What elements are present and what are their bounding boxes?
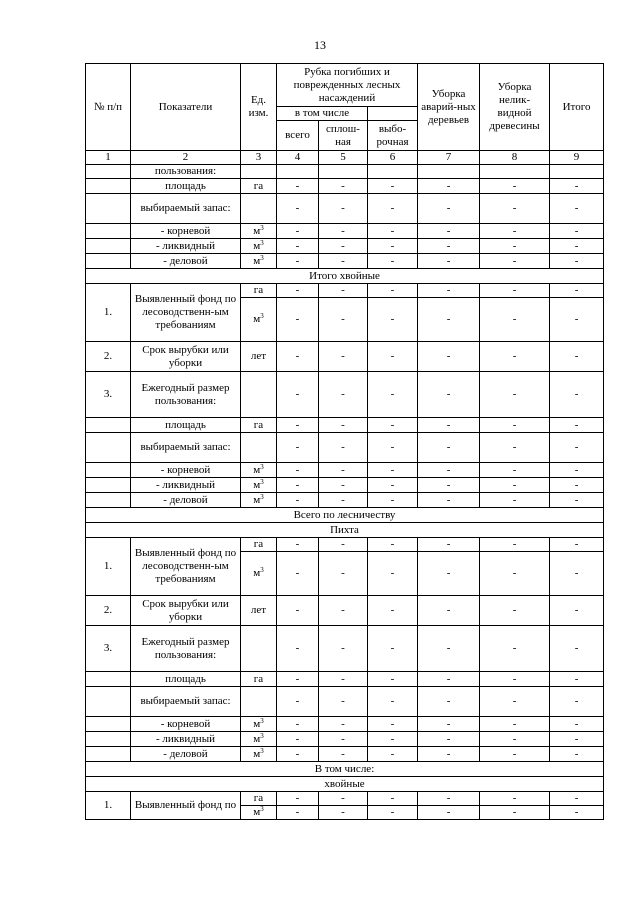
unit-cell: $м^3$ (241, 254, 277, 269)
value-cell: - (277, 717, 319, 732)
row-num (86, 672, 131, 687)
value-cell: - (550, 372, 604, 418)
row-label: - ликвидный (131, 478, 241, 493)
value-cell: - (319, 254, 368, 269)
value-cell: - (368, 418, 418, 433)
row-label: - ликвидный (131, 732, 241, 747)
unit-cell: га (241, 792, 277, 806)
value-cell: - (277, 433, 319, 463)
value-cell: - (319, 463, 368, 478)
row-num (86, 165, 131, 179)
value-cell: - (480, 806, 550, 820)
value-cell: - (418, 463, 480, 478)
value-cell: - (480, 224, 550, 239)
row-label: - корневой (131, 224, 241, 239)
unit-cell (241, 165, 277, 179)
value-cell: - (319, 552, 368, 596)
header-total: всего (277, 121, 319, 151)
unit-cell (241, 687, 277, 717)
value-cell: - (480, 792, 550, 806)
value-cell (277, 165, 319, 179)
value-cell: - (480, 747, 550, 762)
unit-cell: $м^3$ (241, 493, 277, 508)
value-cell: - (550, 732, 604, 747)
header-cutting: Рубка погибших и поврежденных лесных насаждений (277, 64, 418, 107)
row-label: Ежегодный размер пользования: (131, 372, 241, 418)
unit-cell: $м^3$ (241, 552, 277, 596)
value-cell: - (277, 792, 319, 806)
row-label: - корневой (131, 717, 241, 732)
value-cell: - (368, 254, 418, 269)
table-row (86, 596, 604, 626)
table-row (86, 194, 604, 224)
value-cell: - (418, 372, 480, 418)
value-cell: - (319, 672, 368, 687)
value-cell: - (368, 538, 418, 552)
row-num (86, 239, 131, 254)
value-cell: - (277, 672, 319, 687)
value-cell: - (319, 433, 368, 463)
value-cell: - (550, 538, 604, 552)
value-cell: - (480, 463, 550, 478)
unit-cell: га (241, 672, 277, 687)
value-cell: - (480, 298, 550, 342)
col-num: 8 (480, 151, 550, 165)
row-label: Срок вырубки или уборки (131, 596, 241, 626)
table-row (86, 433, 604, 463)
value-cell: - (550, 224, 604, 239)
value-cell: - (368, 284, 418, 298)
value-cell: - (480, 342, 550, 372)
value-cell: - (277, 418, 319, 433)
row-num (86, 463, 131, 478)
row-num (86, 418, 131, 433)
value-cell (368, 165, 418, 179)
value-cell: - (319, 493, 368, 508)
value-cell: - (480, 493, 550, 508)
table-row (86, 239, 604, 254)
section-title: Всего по лесничеству (86, 508, 604, 523)
row-num (86, 717, 131, 732)
value-cell: - (550, 792, 604, 806)
row-num: 3. (86, 626, 131, 672)
unit-cell: $м^3$ (241, 717, 277, 732)
table-row (86, 792, 604, 806)
table-row (86, 224, 604, 239)
value-cell: - (277, 194, 319, 224)
value-cell: - (277, 463, 319, 478)
value-cell: - (319, 732, 368, 747)
value-cell: - (368, 239, 418, 254)
table-row (86, 538, 604, 552)
row-label: Ежегодный размер пользования: (131, 626, 241, 672)
value-cell: - (480, 418, 550, 433)
value-cell: - (550, 239, 604, 254)
col-num: 2 (131, 151, 241, 165)
value-cell: - (418, 284, 480, 298)
row-label: выбираемый запас: (131, 687, 241, 717)
value-cell: - (418, 179, 480, 194)
unit-cell: га (241, 284, 277, 298)
value-cell: - (418, 687, 480, 717)
value-cell: - (368, 478, 418, 493)
section-row (86, 269, 604, 284)
table-row (86, 493, 604, 508)
table-row (86, 717, 604, 732)
value-cell: - (550, 433, 604, 463)
value-cell: - (277, 732, 319, 747)
value-cell: - (319, 342, 368, 372)
row-num (86, 224, 131, 239)
value-cell: - (277, 687, 319, 717)
section-row (86, 762, 604, 777)
value-cell: - (550, 493, 604, 508)
section-row (86, 508, 604, 523)
value-cell: - (319, 194, 368, 224)
row-label: - деловой (131, 747, 241, 762)
row-num: 3. (86, 372, 131, 418)
row-num (86, 747, 131, 762)
value-cell: - (418, 239, 480, 254)
value-cell: - (550, 194, 604, 224)
value-cell: - (368, 626, 418, 672)
col-num: 1 (86, 151, 131, 165)
row-num: 2. (86, 596, 131, 626)
table-row (86, 672, 604, 687)
row-num: 1. (86, 538, 131, 596)
value-cell: - (480, 626, 550, 672)
value-cell: - (418, 478, 480, 493)
value-cell: - (418, 418, 480, 433)
value-cell: - (368, 433, 418, 463)
header-row (86, 64, 604, 107)
table-row (86, 478, 604, 493)
value-cell: - (277, 342, 319, 372)
section-title: Итого хвойные (86, 269, 604, 284)
value-cell: - (550, 342, 604, 372)
unit-cell: $м^3$ (241, 732, 277, 747)
unit-cell (241, 433, 277, 463)
value-cell: - (277, 478, 319, 493)
value-cell: - (418, 433, 480, 463)
value-cell: - (480, 239, 550, 254)
value-cell: - (418, 732, 480, 747)
value-cell: - (319, 372, 368, 418)
table-row (86, 732, 604, 747)
value-cell: - (550, 298, 604, 342)
row-label: Выявленный фонд по (131, 792, 241, 820)
value-cell: - (319, 717, 368, 732)
value-cell: - (277, 179, 319, 194)
row-num (86, 433, 131, 463)
value-cell: - (368, 732, 418, 747)
value-cell: - (277, 493, 319, 508)
row-label: Срок вырубки или уборки (131, 342, 241, 372)
column-numbers-row (86, 151, 604, 165)
unit-cell: га (241, 179, 277, 194)
value-cell: - (480, 433, 550, 463)
value-cell: - (277, 747, 319, 762)
unit-cell: $м^3$ (241, 463, 277, 478)
row-num (86, 493, 131, 508)
row-label: Выявленный фонд по лесоводственн-ым требованиям (131, 538, 241, 596)
row-num (86, 194, 131, 224)
value-cell: - (480, 717, 550, 732)
value-cell: - (368, 596, 418, 626)
value-cell: - (277, 552, 319, 596)
row-label: пользования: (131, 165, 241, 179)
value-cell: - (480, 254, 550, 269)
table-row (86, 747, 604, 762)
value-cell: - (418, 552, 480, 596)
row-num: 1. (86, 284, 131, 342)
header-incl: в том числе (277, 107, 368, 121)
value-cell: - (480, 284, 550, 298)
col-num: 3 (241, 151, 277, 165)
value-cell: - (368, 552, 418, 596)
section-row (86, 777, 604, 792)
value-cell: - (319, 596, 368, 626)
unit-cell: $м^3$ (241, 478, 277, 493)
row-num (86, 687, 131, 717)
table-row (86, 687, 604, 717)
value-cell: - (368, 672, 418, 687)
row-label: - ликвидный (131, 239, 241, 254)
value-cell: - (319, 806, 368, 820)
row-label: площадь (131, 179, 241, 194)
value-cell: - (480, 478, 550, 493)
value-cell: - (480, 596, 550, 626)
value-cell: - (319, 284, 368, 298)
value-cell: - (319, 298, 368, 342)
section-title: хвойные (86, 777, 604, 792)
value-cell: - (418, 792, 480, 806)
value-cell: - (277, 254, 319, 269)
unit-cell: лет (241, 596, 277, 626)
row-num (86, 732, 131, 747)
value-cell: - (418, 493, 480, 508)
header-nonliquid: Уборка нелик-видной древесины (480, 64, 550, 151)
unit-cell: га (241, 538, 277, 552)
value-cell: - (550, 596, 604, 626)
value-cell: - (550, 254, 604, 269)
table-row (86, 179, 604, 194)
value-cell (480, 165, 550, 179)
row-label: площадь (131, 418, 241, 433)
col-num: 4 (277, 151, 319, 165)
value-cell: - (418, 538, 480, 552)
value-cell: - (480, 179, 550, 194)
value-cell: - (550, 463, 604, 478)
header-indicators: Показатели (131, 64, 241, 151)
value-cell: - (319, 626, 368, 672)
value-cell: - (550, 806, 604, 820)
value-cell: - (480, 687, 550, 717)
value-cell: - (368, 372, 418, 418)
unit-cell: $м^3$ (241, 239, 277, 254)
row-num: 2. (86, 342, 131, 372)
value-cell: - (319, 239, 368, 254)
value-cell: - (480, 552, 550, 596)
value-cell: - (319, 792, 368, 806)
value-cell: - (277, 806, 319, 820)
table-row (86, 165, 604, 179)
value-cell (550, 165, 604, 179)
value-cell: - (277, 538, 319, 552)
unit-cell: га (241, 418, 277, 433)
value-cell: - (277, 372, 319, 418)
value-cell: - (368, 224, 418, 239)
value-cell: - (550, 717, 604, 732)
row-label: выбираемый запас: (131, 433, 241, 463)
table-row (86, 418, 604, 433)
value-cell: - (319, 224, 368, 239)
table-row (86, 372, 604, 418)
unit-cell: $м^3$ (241, 224, 277, 239)
value-cell: - (418, 626, 480, 672)
header-itogo: Итого (550, 64, 604, 151)
value-cell: - (550, 179, 604, 194)
header-num: № п/п (86, 64, 131, 151)
table-row (86, 463, 604, 478)
value-cell: - (368, 493, 418, 508)
value-cell: - (418, 806, 480, 820)
header-clear: сплош-ная (319, 121, 368, 151)
value-cell: - (550, 478, 604, 493)
unit-cell: лет (241, 342, 277, 372)
value-cell: - (319, 478, 368, 493)
value-cell: - (550, 747, 604, 762)
header-unit: Ед. изм. (241, 64, 277, 151)
value-cell: - (319, 179, 368, 194)
table-row (86, 254, 604, 269)
value-cell: - (480, 372, 550, 418)
table-row (86, 626, 604, 672)
value-cell: - (277, 284, 319, 298)
value-cell: - (480, 672, 550, 687)
unit-cell (241, 372, 277, 418)
value-cell: - (550, 672, 604, 687)
row-num (86, 179, 131, 194)
value-cell: - (418, 254, 480, 269)
value-cell: - (277, 298, 319, 342)
table-row (86, 284, 604, 298)
value-cell: - (319, 538, 368, 552)
value-cell: - (418, 747, 480, 762)
value-cell: - (368, 342, 418, 372)
section-title: Пихта (86, 523, 604, 538)
unit-cell: $м^3$ (241, 298, 277, 342)
value-cell: - (550, 284, 604, 298)
forest-usage-table (85, 63, 604, 820)
value-cell: - (550, 418, 604, 433)
value-cell: - (277, 596, 319, 626)
col-num: 6 (368, 151, 418, 165)
value-cell: - (368, 806, 418, 820)
unit-cell: $м^3$ (241, 747, 277, 762)
value-cell: - (368, 179, 418, 194)
row-num (86, 254, 131, 269)
header-emergency: Уборка аварий-ных деревьев (418, 64, 480, 151)
unit-cell (241, 626, 277, 672)
value-cell: - (418, 596, 480, 626)
value-cell: - (550, 687, 604, 717)
value-cell: - (418, 672, 480, 687)
value-cell: - (480, 732, 550, 747)
value-cell: - (418, 342, 480, 372)
value-cell: - (368, 717, 418, 732)
section-row (86, 523, 604, 538)
value-cell: - (480, 194, 550, 224)
value-cell: - (418, 224, 480, 239)
value-cell: - (480, 538, 550, 552)
page-number: 13 (314, 38, 326, 52)
value-cell: - (368, 687, 418, 717)
unit-cell (241, 194, 277, 224)
value-cell: - (418, 717, 480, 732)
header-selective: выбо-рочная (368, 121, 418, 151)
row-num: 1. (86, 792, 131, 820)
value-cell (319, 165, 368, 179)
value-cell: - (277, 224, 319, 239)
value-cell: - (368, 463, 418, 478)
value-cell: - (368, 298, 418, 342)
row-label: выбираемый запас: (131, 194, 241, 224)
row-label: - деловой (131, 254, 241, 269)
row-label: - деловой (131, 493, 241, 508)
value-cell: - (368, 792, 418, 806)
value-cell: - (277, 626, 319, 672)
value-cell: - (319, 418, 368, 433)
col-num: 5 (319, 151, 368, 165)
row-label: - корневой (131, 463, 241, 478)
value-cell: - (368, 747, 418, 762)
unit-cell: $м^3$ (241, 806, 277, 820)
value-cell: - (368, 194, 418, 224)
value-cell: - (319, 687, 368, 717)
value-cell: - (319, 747, 368, 762)
col-num: 9 (550, 151, 604, 165)
value-cell: - (277, 239, 319, 254)
value-cell: - (550, 552, 604, 596)
value-cell: - (418, 194, 480, 224)
value-cell (418, 165, 480, 179)
value-cell: - (418, 298, 480, 342)
section-title: В том числе: (86, 762, 604, 777)
row-label: площадь (131, 672, 241, 687)
col-num: 7 (418, 151, 480, 165)
row-label: Выявленный фонд по лесоводственн-ым требованиям (131, 284, 241, 342)
value-cell: - (550, 626, 604, 672)
row-num (86, 478, 131, 493)
table-row (86, 342, 604, 372)
